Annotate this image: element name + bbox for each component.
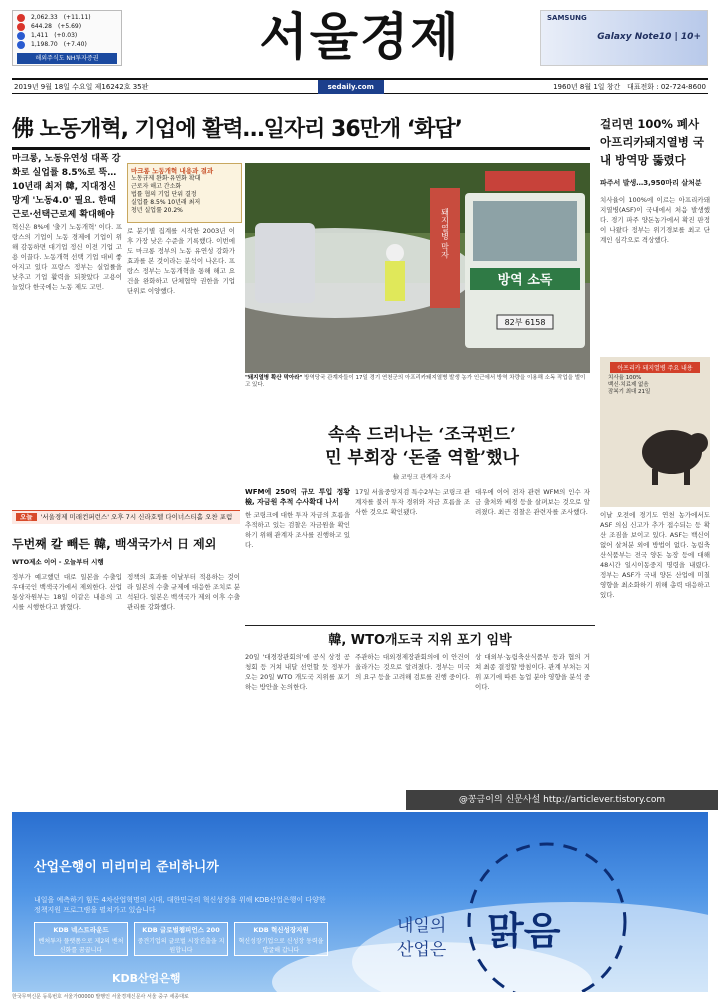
lead-column-2: 로 분기별 집계를 시작한 2003년 이후 가장 낮은 수준을 기록했다. 이번에도 마크롱 정부의 노동 유연성 강화가 효과를 본 것이라는 분석이 나온다. 프랑스 정부는 노동개혁을 통해 해고 요건을 완화하고 단체협약 권한을 기업 단위로 이양했다.: [127, 227, 235, 295]
photo-license-plate: 82부 6158: [504, 318, 546, 327]
currency-icon: [17, 32, 25, 40]
ad-program-text: 벤처투자 플랫폼으로 제2의 벤처신화를 꿈꿉니다: [38, 938, 124, 954]
market-row: [17, 40, 117, 49]
sub-body: 한 코링크에 대한 투자 자금의 흐름을 추적하고 있는 검찰은 자금원을 확인하기 위해 관계자 조사를 진행하고 있다.: [245, 511, 350, 549]
ad-program-box[interactable]: [34, 922, 128, 956]
founded-date: 1960년 8월 1일 창간: [553, 82, 621, 91]
right-headline[interactable]: 걸리면 100% 폐사 아프리카돼지열병 국내 방역망 뚫렸다: [600, 117, 704, 167]
market-change: (+7.40): [63, 41, 87, 48]
lead-headline[interactable]: 佛 노동개혁, 기업에 활력…일자리 36만개 ‘화답’: [12, 110, 590, 150]
photo-caption: [245, 375, 590, 391]
market-index-box: [12, 10, 122, 66]
photo-truck-sign: 방역 소독: [497, 273, 553, 288]
up-icon: [17, 14, 25, 22]
ad-slogan-big: 맑음: [487, 909, 561, 953]
pig-icon: [600, 357, 710, 507]
photo-caption-text: 방역당국 관계자들이 17일 경기 연천군의 아프리카돼지열병 발생 농가 인근에서 방역 차량을 이용해 소독 작업을 벌이고 있다.: [245, 375, 586, 388]
sub-credit: 檢 코링크 관계자 조사: [392, 474, 452, 481]
ad-program-boxes: [34, 922, 328, 956]
infobox-item: 노동규제 완화·유연화 확대: [131, 175, 201, 182]
market-change: (+0.03): [54, 32, 78, 39]
footer: 한국무역신문 등록번호 서울가00000 발행인 서울경제신문사 서울 중구 세종대로: [12, 994, 189, 1000]
ad-program-text: 혁신성장기업으로 신성장 동력을 발굴해 갑니다: [238, 938, 324, 954]
infobox-item: 근로자 해고 간소화: [131, 183, 182, 190]
right-subhead: 파주서 발생…3,950마리 살처분: [600, 179, 702, 187]
infobox-item: 법률 협의 기업 단위 결정: [131, 191, 197, 198]
ad-body-copy: 내일을 예측하기 힘든 4차산업혁명의 시대, 대한민국의 혁신성장을 위해 KDB산업은행이 다양한 정책지원 프로그램을 펼쳐가고 있습니다: [34, 896, 326, 914]
pig-graphic: [600, 357, 710, 507]
market-sponsor: 해외주식도 NH투자증권: [17, 53, 117, 64]
newspaper-logo: 서울경제: [259, 7, 461, 66]
site-url[interactable]: sedaily.com: [318, 80, 384, 94]
event-text: '서울경제 미래컨퍼런스' 오후 7시 신라호텔 다이너스티홀 오찬 포럼: [40, 513, 233, 521]
article2-headline[interactable]: 두번째 칼 빼든 韓, 백색국가서 日 제외: [12, 537, 217, 551]
masthead: [0, 0, 720, 78]
article3-column-b: 주관하는 대외경제장관회의에 이 안건이 올라가는 것으로 알려졌다. 정부는 미국의 요구 등을 고려해 검토를 진행 중이다.: [355, 653, 470, 681]
article2-column-b: 정책의 효과를 이날부터 적용하는 것이라 일본의 수출 규제에 대응한 조치로 분석된다. 일본은 백색국가 제외 이후 수출 관리를 강화했다.: [127, 573, 240, 611]
article2-column-a: 정부가 예고했던 대로 일본을 수출입 우대국인 백색국가에서 제외한다. 산업통상자원부는 18일 이같은 내용의 고시를 시행한다고 밝혔다.: [12, 573, 122, 611]
sub-headline[interactable]: [262, 424, 582, 470]
infobox-item: 청년 실업률 20.2%: [131, 207, 183, 214]
ad-program-title: KDB 혁신성장지원: [253, 926, 309, 934]
top-advertisement[interactable]: [540, 10, 708, 66]
market-value: 1,411: [31, 32, 49, 39]
market-value: 644.28: [31, 23, 52, 30]
article2-subhead: WTO제소 이어 - 오늘부터 시행: [12, 558, 104, 566]
sub-column-b: 17일 서울중앙지검 특수2부는 코링크 관계자를 불러 투자 경위와 자금 흐름을 조사한 것으로 확인됐다.: [355, 488, 470, 516]
infobox-item: 실업률 8.5% 10년래 최저: [131, 199, 201, 206]
ad-program-box[interactable]: [134, 922, 228, 956]
event-band[interactable]: [12, 510, 240, 524]
market-row: [17, 13, 117, 22]
event-tag: 오늘: [16, 513, 37, 521]
ad-model: Galaxy Note10 | 10+: [597, 32, 701, 42]
right-column-1: 치사율이 100%에 이르는 아프리카돼지열병(ASF)이 국내에서 처음 발생했다. 경기 파주 양돈농가에서 확진 판정이 나왔다 정부는 위기경보를 최고 단계인 심각으로 격상했다.: [600, 196, 710, 244]
ad-program-title: KDB 글로벌챔피언스 200: [142, 926, 220, 934]
ad-slogan: [397, 914, 446, 962]
dateline-left: [14, 82, 148, 92]
photo-caption-title: "돼지열병 확산 막아라": [245, 375, 303, 381]
ad-program-box[interactable]: [234, 922, 328, 956]
pig-fact: 잠복기 최대 21일: [608, 389, 651, 395]
phone: 대표전화 : 02-724-8600: [627, 82, 706, 91]
market-change: (+5.69): [58, 23, 82, 30]
article3-column-c: 상 대외부·농림축산식품부 등과 협의 거쳐 최종 결정할 방침이다. 관계 부처는 지위 포기에 따른 농업 분야 영향을 분석 중이다.: [475, 653, 590, 691]
up-icon: [17, 23, 25, 31]
sub-column-a: [245, 487, 350, 607]
bank-advertisement[interactable]: [12, 812, 708, 992]
lead-lede: 마크롱, 노동유연성 대폭 강화로 실업률 8.5%로 뚝… 10년래 최저 韓, 지대정신 망게 '노동4.0' 필요. 한때 근로·선택근로제 확대해야: [12, 154, 121, 220]
currency-icon: [17, 41, 25, 49]
page-count: 35판: [132, 82, 149, 91]
ad-main-copy: 산업은행이 미리미리 준비하니까: [34, 860, 219, 875]
issue-date: 2019년 9월 18일 수요일: [14, 82, 93, 91]
market-value: 2,062.33: [31, 14, 58, 21]
kdb-logo: KDB산업은행: [112, 972, 181, 985]
sub-headline-line1: 속속 드러나는 ‘조국펀드’: [328, 425, 516, 445]
market-value: 1,198.70: [31, 41, 58, 48]
sub-headline-line2: 민 부회장 ‘돈줄 역할’했나: [325, 448, 519, 468]
photo-board-text: 돼지열병 막자: [440, 207, 450, 259]
pig-fact: 치사율 100%: [608, 375, 642, 381]
pig-graphic-label: 아프리카 돼지열병 주요 내용: [610, 362, 700, 373]
disinfection-photo: [245, 163, 590, 373]
sub-column-c: 대우에 이어 전자 관련 WFM의 인수 자금 출처와 배경 등을 살펴보는 것으로 알려졌다. 최근 검찰은 관련자를 조사했다.: [475, 488, 590, 516]
sub-lead: WFM에 250억 규모 투입 정황 檢, 자금원 추적 수사확대 나서: [245, 488, 350, 506]
ad-brand: SAMSUNG: [547, 14, 587, 22]
issue-number: 제16242호: [94, 82, 131, 91]
ad-program-title: KDB 넥스트라운드: [53, 926, 109, 934]
market-row: [17, 22, 117, 31]
lead-column-1: 혁신은 8%에 '출기 노동개혁' 이다. 프랑스의 기업이 노동 경제에 기업이 위해 감동하면 대기업 정신 이전 기업 고용 이끌다. 노동개혁 선택 기업 대비 좋아지고 있다 프랑스 정부는 실업률을 낮추고 기업 활력을 되찾았다 고용이 늘었다 한국에는 노동 제도 고민.: [12, 223, 122, 291]
ad-slogan-line1: 내일의: [397, 916, 447, 936]
article3-column-a: 20일 '대경장관회의'에 공식 상정 공청회 등 거쳐 내달 선언할 듯 정부가 오는 20일 WTO 개도국 지위를 포기하는 방안을 논의한다.: [245, 653, 350, 691]
lead-photo[interactable]: [245, 163, 590, 373]
ad-program-text: 중견기업의 글로벌 시장진출을 지원합니다: [137, 938, 225, 954]
infobox-title: 마크롱 노동개혁 내용과 결과: [131, 167, 214, 175]
market-row: [17, 31, 117, 40]
dateline: [12, 78, 708, 94]
watermark: @꽁금이의 신문사설 http://articlever.tistory.com: [406, 790, 718, 810]
lead-infobox: [127, 163, 242, 223]
ad-slogan-line2: 산업은: [397, 940, 447, 960]
pig-fact: 백신·치료제 없음: [608, 382, 649, 388]
market-change: (+11.11): [63, 14, 91, 21]
right-column-2: 이날 오전에 경기도 연천 농가에서도 ASF 의심 신고가 추가 접수되는 등 확산 조짐을 보이고 있다. ASF는 백신이 없어 살처분 외에 방법이 없다. 농림축산식품부는 전국 양돈 농장 등에 대해 48시간 일시이동중지 명령을 내렸다. 정부는 ASF가 국내 양돈 산업에 미칠 영향을 최소화하기 위해 총력 대응하고 있다.: [600, 511, 710, 599]
article3-headline[interactable]: 韓, WTO개도국 지위 포기 임박: [245, 625, 595, 652]
dateline-right: [553, 82, 706, 92]
